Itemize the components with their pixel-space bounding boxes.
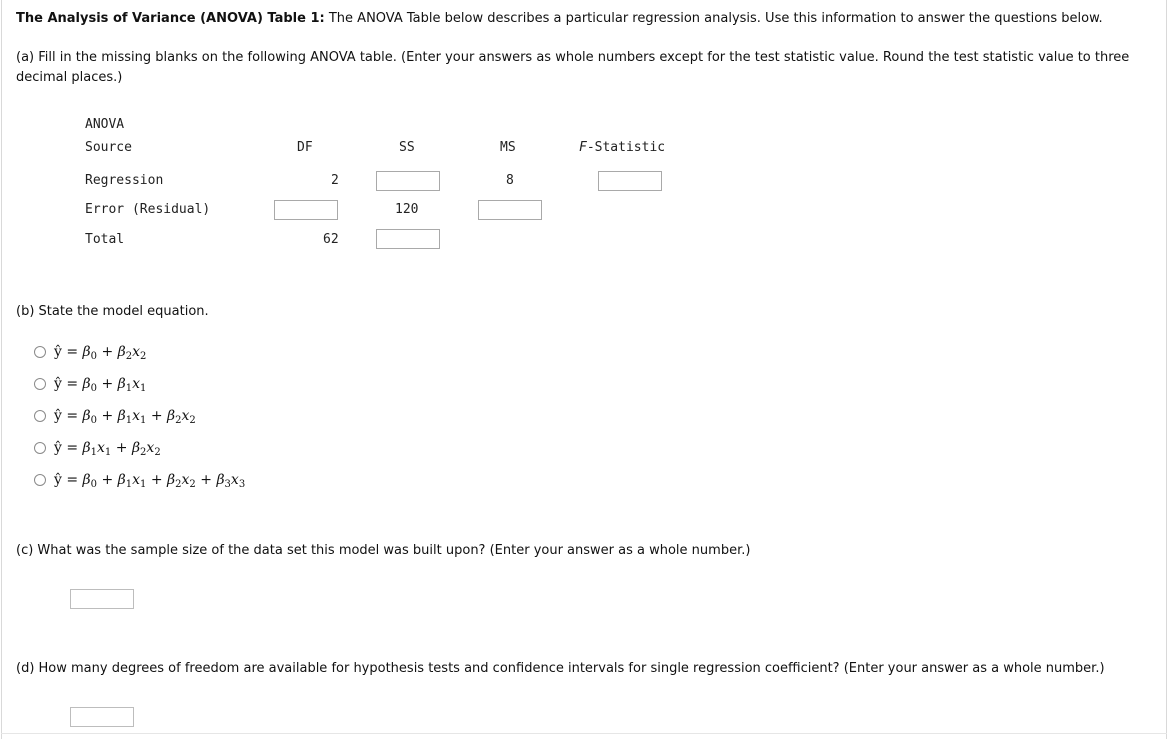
radio-option-2[interactable] — [34, 378, 46, 390]
total-ss-input[interactable] — [376, 229, 440, 249]
header-ss: SS — [399, 140, 415, 155]
model-option-3[interactable] — [34, 406, 196, 426]
bottom-divider — [1, 733, 1167, 734]
equation-option-1: ŷ = $\beta_0 + \beta_2x_2$ — [54, 344, 147, 362]
equation-option-3: ŷ = $\beta_0 + \beta_1x_1 + \beta_2x_2$ — [54, 408, 196, 426]
part-c-prompt: (c) What was the sample size of the data set this model was built upon? (Enter your answer as a whole number.) — [16, 543, 751, 558]
model-option-5[interactable] — [34, 470, 245, 490]
radio-option-5[interactable] — [34, 474, 46, 486]
radio-option-1[interactable] — [34, 346, 46, 358]
equation-option-2: ŷ = $\beta_0 + \beta_1x_1$ — [54, 376, 147, 394]
model-option-2[interactable] — [34, 374, 146, 394]
header-source: Source — [85, 140, 132, 155]
part-b-prompt: (b) State the model equation. — [16, 304, 209, 319]
part-a-line-2: decimal places.) — [16, 70, 123, 85]
header-f-letter: F — [579, 140, 587, 155]
row-total-label: Total — [85, 232, 125, 247]
problem-header — [16, 10, 1156, 28]
row-error-ss: 120 — [395, 202, 419, 217]
row-total-df: 62 — [323, 232, 339, 247]
row-regression-label: Regression — [85, 173, 164, 188]
radio-option-4[interactable] — [34, 442, 46, 454]
header-text: The ANOVA Table below describes a particular regression analysis. Use this information to answer the questions below. — [324, 11, 1103, 26]
part-d-prompt: (d) How many degrees of freedom are available for hypothesis tests and confidence intervals for single regression coefficient? (Enter your answer as a whole number.) — [16, 661, 1105, 676]
regression-ss-input[interactable] — [376, 171, 440, 191]
model-option-1[interactable] — [34, 342, 146, 362]
header-title: The Analysis of Variance (ANOVA) Table 1: — [16, 11, 325, 26]
equation-option-4: ŷ = $\beta_1x_1 + \beta_2x_2$ — [54, 440, 161, 458]
radio-option-3[interactable] — [34, 410, 46, 422]
f-statistic-input[interactable] — [598, 171, 662, 191]
anova-title: ANOVA — [85, 117, 125, 132]
header-f-suffix: -Statistic — [586, 140, 666, 155]
row-regression-ms: 8 — [506, 173, 514, 188]
row-regression-df: 2 — [331, 173, 339, 188]
header-f-statistic — [579, 139, 665, 157]
part-a-line-1: (a) Fill in the missing blanks on the following ANOVA table. (Enter your answers as whole numbers except for the test statistic value. Round the test statistic value to three — [16, 50, 1130, 65]
header-df: DF — [297, 140, 313, 155]
error-df-input[interactable] — [274, 200, 338, 220]
error-ms-input[interactable] — [478, 200, 542, 220]
content-frame — [1, 0, 1167, 739]
degrees-of-freedom-input[interactable] — [70, 707, 134, 727]
model-option-4[interactable] — [34, 438, 161, 458]
equation-option-5: ŷ = $\beta_0 + \beta_1x_1 + \beta_2x_2 + \beta_3x_3$ — [54, 472, 246, 490]
sample-size-input[interactable] — [70, 589, 134, 609]
header-ms: MS — [500, 140, 516, 155]
row-error-label: Error (Residual) — [85, 202, 211, 217]
part-a-prompt — [16, 48, 1156, 88]
